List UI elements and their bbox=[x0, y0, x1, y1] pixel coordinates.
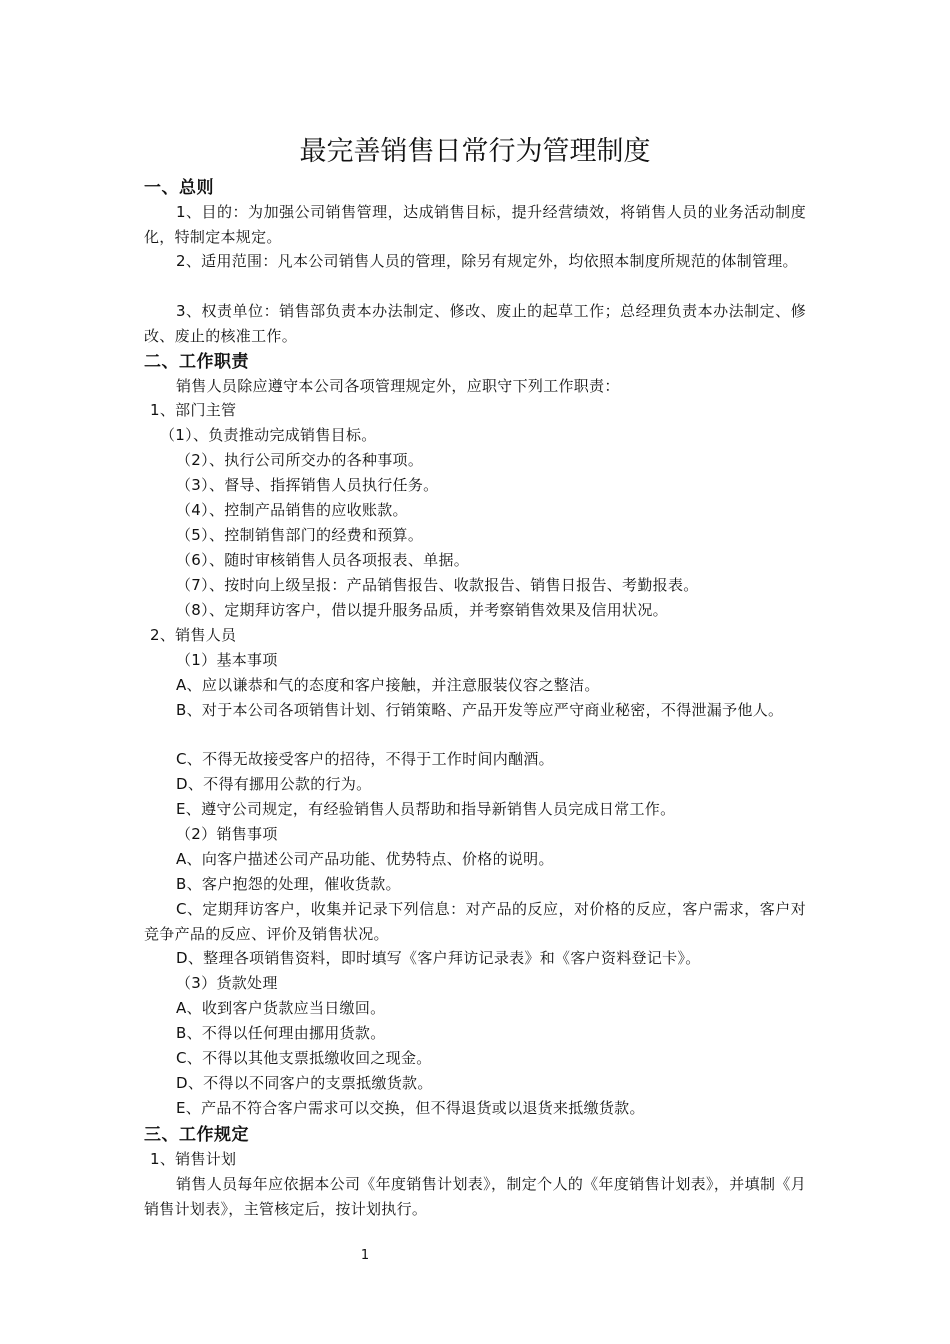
section-heading-general: 一、总则 bbox=[144, 178, 214, 198]
paragraph-sales-plan: 销售人员每年应依据本公司《年度销售计划表》，制定个人的《年度销售计划表》，并填制《月销售计划表》，主管核定后，按计划执行。 bbox=[144, 1175, 806, 1218]
section-heading-duties: 二、工作职责 bbox=[144, 352, 249, 372]
subsection-sales-plan: 1、销售计划 bbox=[150, 1150, 237, 1168]
payment-item: B、不得以任何理由挪用货款。 bbox=[176, 1024, 386, 1042]
duties-intro: 销售人员除应遵守本公司各项管理规定外，应职守下列工作职责： bbox=[176, 377, 620, 395]
payment-item: C、不得以其他支票抵缴收回之现金。 bbox=[176, 1049, 432, 1067]
basic-item: E、遵守公司规定，有经验销售人员帮助和指导新销售人员完成日常工作。 bbox=[176, 800, 676, 818]
paragraph-responsibility: 3、权责单位：销售部负责本办法制定、修改、废止的起草工作；总经理负责本办法制定、修改、废止的核准工作。 bbox=[144, 302, 806, 345]
sales-item: C、定期拜访客户，收集并记录下列信息：对产品的反应，对价格的反应，客户需求，客户对竞争产品的反应、评价及销售状况。 bbox=[144, 900, 806, 943]
paragraph-purpose: 1、目的：为加强公司销售管理，达成销售目标，提升经营绩效，将销售人员的业务活动制度化，特制定本规定。 bbox=[144, 203, 806, 246]
payment-item: E、产品不符合客户需求可以交换，但不得退货或以退货来抵缴货款。 bbox=[176, 1099, 645, 1117]
manager-item: （4）、控制产品销售的应收账款。 bbox=[176, 501, 408, 519]
manager-item: （8）、定期拜访客户，借以提升服务品质，并考察销售效果及信用状况。 bbox=[176, 601, 668, 619]
subsection-manager: 1、部门主管 bbox=[150, 401, 237, 419]
basic-matters-heading: （1）基本事项 bbox=[176, 651, 278, 669]
payment-heading: （3）货款处理 bbox=[176, 974, 278, 992]
sales-item: B、客户抱怨的处理，催收货款。 bbox=[176, 875, 401, 893]
sales-item: D、整理各项销售资料，即时填写《客户拜访记录表》和《客户资料登记卡》。 bbox=[176, 949, 701, 967]
payment-item: A、收到客户货款应当日缴回。 bbox=[176, 999, 386, 1017]
section-heading-rules: 三、工作规定 bbox=[144, 1125, 249, 1145]
basic-item: D、不得有挪用公款的行为。 bbox=[176, 775, 372, 793]
paragraph-scope: 2、适用范围：凡本公司销售人员的管理，除另有规定外，均依照本制度所规范的体制管理。 bbox=[176, 252, 798, 270]
manager-item: （7）、按时向上级呈报：产品销售报告、收款报告、销售日报告、考勤报表。 bbox=[176, 576, 699, 594]
page-number: 1 bbox=[360, 1248, 370, 1263]
document-title: 最完善销售日常行为管理制度 bbox=[299, 136, 651, 167]
basic-item: A、应以谦恭和气的态度和客户接触，并注意服装仪容之整洁。 bbox=[176, 676, 600, 694]
basic-item: B、对于本公司各项销售计划、行销策略、产品开发等应严守商业秘密，不得泄漏予他人。 bbox=[176, 701, 784, 719]
manager-item: （2）、执行公司所交办的各种事项。 bbox=[176, 451, 424, 469]
manager-item: （6）、随时审核销售人员各项报表、单据。 bbox=[176, 551, 470, 569]
subsection-salesperson: 2、销售人员 bbox=[150, 626, 237, 644]
payment-item: D、不得以不同客户的支票抵缴货款。 bbox=[176, 1074, 433, 1092]
sales-item: A、向客户描述公司产品功能、优势特点、价格的说明。 bbox=[176, 850, 554, 868]
sales-matters-heading: （2）销售事项 bbox=[176, 825, 278, 843]
basic-item: C、不得无故接受客户的招待，不得于工作时间内酗酒。 bbox=[176, 750, 554, 768]
manager-item: （3）、督导、指挥销售人员执行任务。 bbox=[176, 476, 439, 494]
manager-item: （1）、负责推动完成销售目标。 bbox=[160, 426, 377, 444]
manager-item: （5）、控制销售部门的经费和预算。 bbox=[176, 526, 424, 544]
